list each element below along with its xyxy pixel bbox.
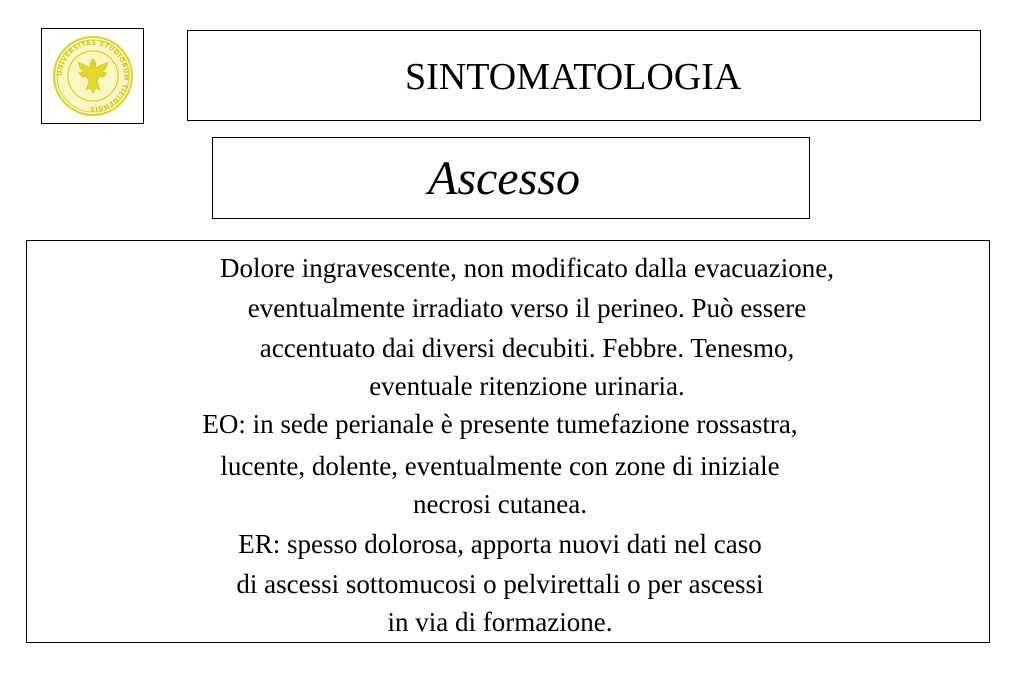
page-subtitle: Ascesso (428, 152, 580, 205)
body-line: Dolore ingravescente, non modificato dalla evacuazione, (220, 253, 834, 283)
body-line: in via di formazione. (387, 607, 613, 637)
seal-ring-text: UNIVERSITAS STUDIORUM TICINENSIS (55, 38, 130, 114)
subtitle-box (212, 137, 810, 219)
body-line: eventuale ritenzione urinaria. (369, 371, 685, 401)
body-line: accentuato dai diversi decubiti. Febbre. Tenesmo, (259, 333, 795, 363)
logo-frame (41, 28, 144, 124)
body-line: ER: spesso dolorosa, apporta nuovi dati nel caso (238, 529, 762, 559)
body-text-box (26, 240, 990, 643)
body-line: lucente, dolente, eventualmente con zone di iniziale (220, 451, 780, 481)
body-line: necrosi cutanea. (413, 489, 587, 519)
university-seal-icon (52, 35, 134, 117)
page-title: SINTOMATOLOGIA (405, 56, 742, 98)
title-box (187, 30, 981, 121)
body-line: di ascessi sottomucosi o pelvirettali o per ascessi (236, 569, 764, 599)
body-line: EO: in sede perianale è presente tumefazione rossastra, (202, 409, 798, 439)
body-line: eventualmente irradiato verso il perineo. Può essere (247, 293, 807, 323)
